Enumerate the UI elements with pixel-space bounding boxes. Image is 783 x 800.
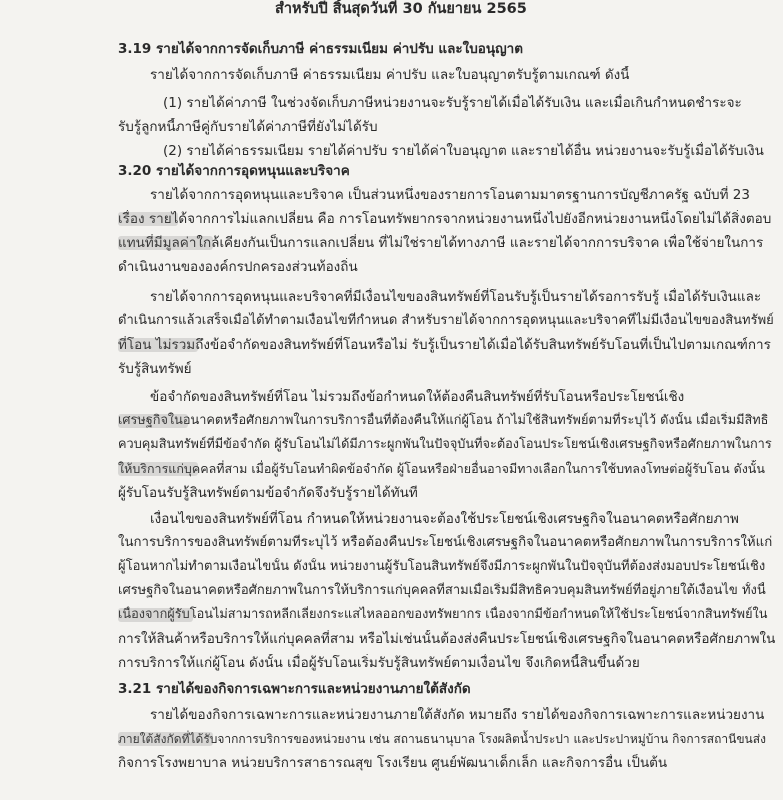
paragraph-line: รายได้จากการอุดหนุนและบริจาค เป็นส่วนหนึ่งของรายการโอนตามมาตรฐานการบัญชีภาครัฐ ฉบับที่ 23 — [150, 187, 750, 203]
scan-blur-mark — [118, 414, 188, 428]
paragraph-line: (1) รายได้ค่าภาษี ในช่วงจัดเก็บภาษีหน่วยงานจะรับรู้รายได้เมื่อได้รับเงิน และเมื่อเกินกำหนดชำระจะ — [163, 95, 742, 111]
paragraph-line: รายได้ของกิจการเฉพาะการและหน่วยงานภายใต้สังกัด หมายถึง รายได้ของกิจการเฉพาะการและหน่วยงาน — [150, 707, 765, 723]
scan-blur-mark — [118, 608, 193, 622]
section-heading-3-21: 3.21 รายได้ของกิจการเฉพาะการและหน่วยงานภายใต้สังกัด — [118, 681, 471, 697]
scan-blur-mark — [118, 212, 178, 226]
paragraph-line: เรื่อง รายได้จากการไม่แลกเปลี่ยน คือ การโอนทรัพยากรจากหน่วยงานหนึ่งไปยังอีกหน่วยงานหนึ่งโดยไม่ได้สิ่งตอบ — [118, 211, 772, 227]
paragraph-line: เงื่อนไขของสินทรัพย์ที่โอน กำหนดให้หน่วยงานจะต้องใช้ประโยชน์เชิงเศรษฐกิจในอนาคตหรือศักยภาพ — [150, 511, 739, 527]
paragraph-line: ข้อจำกัดของสินทรัพย์ที่โอน ไม่รวมถึงข้อกำหนดให้ต้องคืนสินทรัพย์ที่รับโอนหรือประโยชน์เชิง — [150, 389, 685, 405]
scan-blur-mark — [118, 462, 198, 476]
paragraph-line: ในการบริการของสินทรัพย์ตามที่ระบุไว้ หรือต้องคืนประโยชน์เชิงเศรษฐกิจในอนาคตหรือศักยภาพในการบริการให้แก่ — [118, 535, 773, 550]
paragraph-line: ที่โอน ไม่รวมถึงข้อจำกัดของสินทรัพย์ที่โอนหรือไม่ รับรู้เป็นรายได้เมื่อได้รับสินทรัพย์รับโอนที่เป็นไปตามเกณฑ์การ — [118, 337, 771, 353]
page-header: สำหรับปี สิ้นสุดวันที่ 30 กันยายน 2565 — [275, 1, 527, 17]
paragraph-line: รับรู้สินทรัพย์ — [118, 361, 192, 377]
scan-blur-mark — [118, 732, 213, 746]
paragraph-line: รายได้จากการจัดเก็บภาษี ค่าธรรมเนียม ค่าปรับ และใบอนุญาตรับรู้ตามเกณฑ์ ดังนี้ — [150, 67, 630, 83]
paragraph-line: การให้สินค้าหรือบริการให้แก่บุคคลที่สาม หรือไม่เช่นนั้นต้องส่งคืนประโยชน์เชิงเศรษฐกิจในอนาคตหรือศักยภาพใน — [118, 631, 775, 647]
paragraph-line: ดำเนินการแล้วเสร็จเมื่อได้ทำตามเงื่อนไขที่กำหนด สำหรับรายได้จากการอุดหนุนและบริจาคที่ไม่มีเงื่อนไขของสินทรัพย์ — [118, 313, 774, 328]
paragraph-line: ให้บริการแก่บุคคลที่สาม เมื่อผู้รับโอนทำผิดข้อจำกัด ผู้โอนหรือฝ่ายอื่นอาจมีทางเลือกในการใช้บทลงโทษต่อผู้รับโอน ดังนั้น — [118, 461, 765, 476]
paragraph-line: เศรษฐกิจในอนาคตหรือศักยภาพในการบริการอื่นที่ต้องคืนให้แก่ผู้โอน ถ้าไม่ใช้สินทรัพย์ตามที่ระบุไว้ ดังนั้น เมื่อเริ่มมีสิทธิ — [118, 413, 769, 428]
paragraph-line: เศรษฐกิจในอนาคตหรือศักยภาพในการให้บริการแก่บุคคลที่สามเมื่อเริ่มมีสิทธิควบคุมสินทรัพย์ที่อยู่ภายใต้เงื่อนไข ทั้งนี้ — [118, 583, 766, 598]
paragraph-line: ผู้โอนหากไม่ทำตามเงื่อนไขนั้น ดังนั้น หน่วยงานผู้รับโอนสินทรัพย์จึงมีภาระผูกพันในปัจจุบันที่ต้องส่งมอบประโยชน์เชิง — [118, 559, 766, 574]
paragraph-line: รับรู้ลูกหนี้ภาษีคู่กับรายได้ค่าภาษีที่ยังไม่ได้รับ — [118, 119, 378, 135]
paragraph-line: กิจการโรงพยาบาล หน่วยบริการสาธารณสุข โรงเรียน ศูนย์พัฒนาเด็กเล็ก และกิจการอื่น เป็นต้น — [118, 755, 668, 771]
paragraph-line: ภายใต้สังกัดที่ได้รับจากการบริการของหน่วยงาน เช่น สถานธนานุบาล โรงผลิตน้ำประปา และประปาหมู่บ้าน กิจการสถานีขนส่ง — [118, 732, 766, 746]
paragraph-line: แทนที่มีมูลค่าใกล้เคียงกันเป็นการแลกเปลี่ยน ที่ไม่ใช่รายได้ทางภาษี และรายได้จากการบริจาค เพื่อใช้จ่ายในการ — [118, 235, 764, 251]
scan-blur-mark — [118, 338, 198, 352]
paragraph-line: การบริการให้แก่ผู้โอน ดังนั้น เมื่อผู้รับโอนเริ่มรับรู้สินทรัพย์ตามเงื่อนไข จึงเกิดหนี้สินขึ้นด้วย — [118, 655, 640, 671]
paragraph-line: (2) รายได้ค่าธรรมเนียม รายได้ค่าปรับ รายได้ค่าใบอนุญาต และรายได้อื่น หน่วยงานจะรับรู้เมื่อได้รับเงิน — [163, 143, 764, 159]
section-heading-3-19: 3.19 รายได้จากการจัดเก็บภาษี ค่าธรรมเนียม ค่าปรับ และใบอนุญาต — [118, 41, 523, 57]
paragraph-line: เนื่องจากผู้รับโอนไม่สามารถหลีกเลี่ยงกระแสไหลออกของทรัพยากร เนื่องจากมีข้อกำหนดให้ใช้ประโยชน์จากสินทรัพย์ใน — [118, 607, 768, 622]
section-heading-3-20: 3.20 รายได้จากการอุดหนุนและบริจาค — [118, 163, 350, 179]
scan-blur-mark — [118, 236, 213, 250]
paragraph-line: ควบคุมสินทรัพย์ที่มีข้อจำกัด ผู้รับโอนไม่ได้มีภาระผูกพันในปัจจุบันที่จะต้องโอนประโยชน์เชิงเศรษฐกิจหรือศักยภาพในการ — [118, 437, 772, 452]
paragraph-line: ดำเนินงานขององค์กรปกครองส่วนท้องถิ่น — [118, 259, 358, 275]
paragraph-line: รายได้จากการอุดหนุนและบริจาคที่มีเงื่อนไขของสินทรัพย์ที่โอนรับรู้เป็นรายได้รอการรับรู้ เมื่อได้รับเงินและ — [150, 289, 762, 305]
paragraph-line: ผู้รับโอนรับรู้สินทรัพย์ตามข้อจำกัดจึงรับรู้รายได้ทันที — [118, 485, 418, 501]
